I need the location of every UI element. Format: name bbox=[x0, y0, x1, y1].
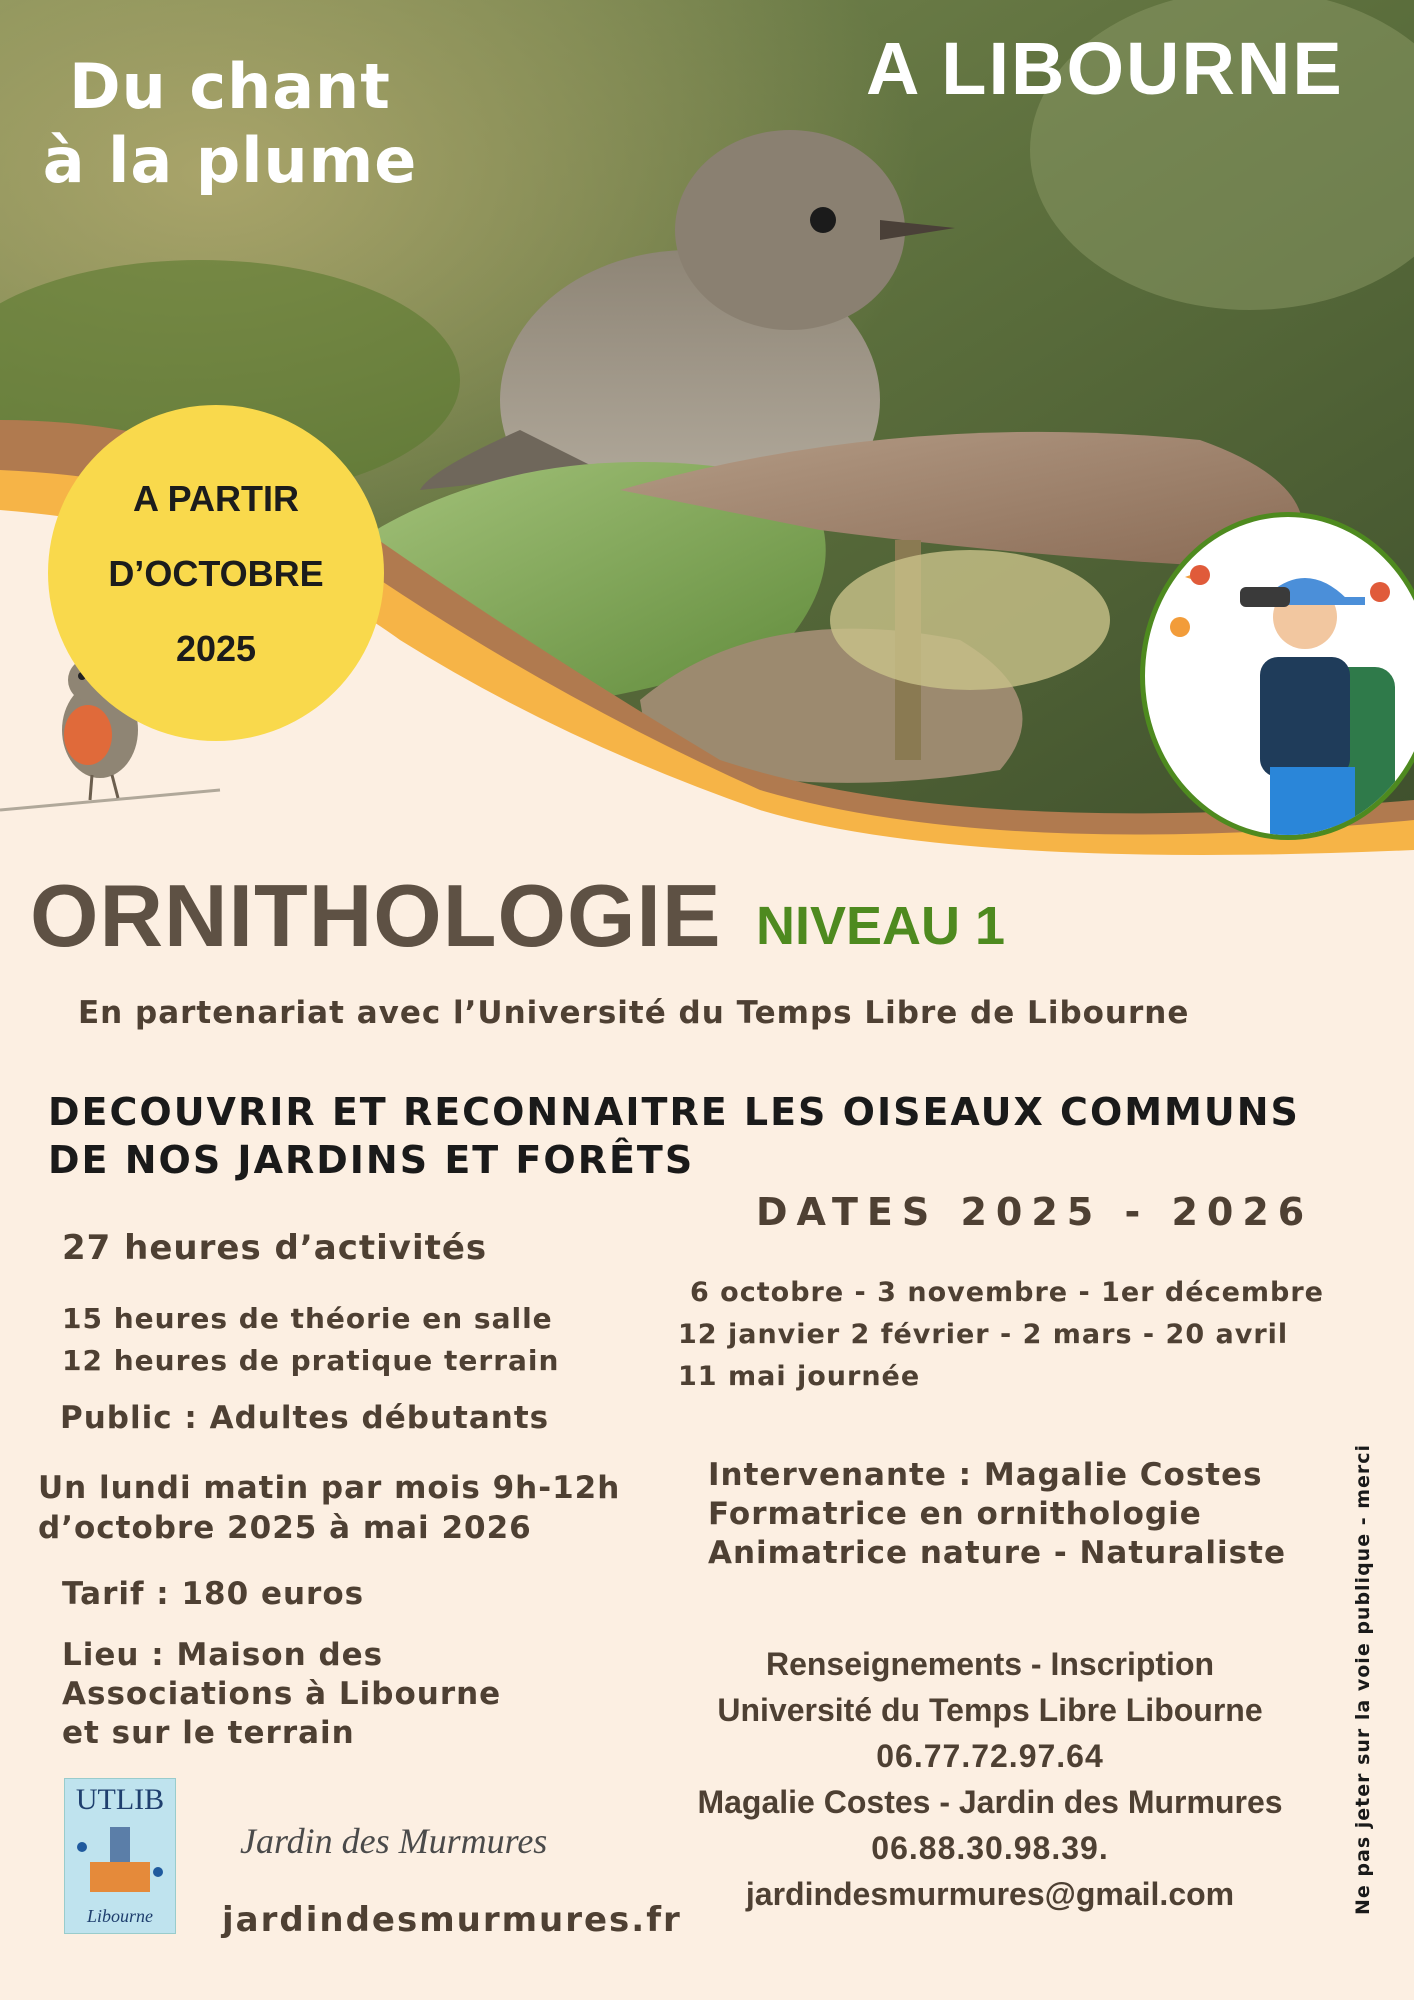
birdwatcher-icon bbox=[1145, 517, 1414, 840]
utlib-building-icon bbox=[70, 1817, 170, 1897]
dates-line3: 11 mai journée bbox=[678, 1361, 921, 1392]
dates-heading: DATES 2025 - 2026 bbox=[756, 1190, 1314, 1234]
badge-line3: 2025 bbox=[175, 627, 257, 669]
headline-line2: DE NOS JARDINS ET FORÊTS bbox=[48, 1138, 695, 1182]
price-text: Tarif : 180 euros bbox=[62, 1576, 365, 1612]
dates-list bbox=[678, 1272, 1324, 1398]
contact-line2: Université du Temps Libre Libourne bbox=[717, 1692, 1263, 1728]
start-date-badge bbox=[48, 405, 384, 741]
place-line3: et sur le terrain bbox=[62, 1715, 355, 1751]
public-text: Public : Adultes débutants bbox=[60, 1400, 550, 1436]
headline-line1: DECOUVRIR ET RECONNAITRE LES OISEAUX COMMUNS bbox=[48, 1090, 1300, 1134]
city-heading: A LIBOURNE bbox=[866, 27, 1344, 110]
hero-title-line2: à la plume bbox=[42, 124, 418, 198]
course-headline bbox=[48, 1088, 1300, 1184]
place-line2: Associations à Libourne bbox=[62, 1676, 502, 1712]
contact-email[interactable]: jardindesmurmures@gmail.com bbox=[745, 1876, 1235, 1912]
contact-line3: Magalie Costes - Jardin des Murmures bbox=[697, 1784, 1283, 1820]
hero-title-line1: Du chant bbox=[69, 50, 391, 123]
hours-breakdown bbox=[62, 1298, 559, 1382]
contact-block bbox=[600, 1641, 1380, 1917]
instructor-line2: Formatrice en ornithologie bbox=[708, 1496, 1202, 1532]
hero-title bbox=[30, 50, 430, 199]
contact-line1: Renseignements - Inscription bbox=[765, 1646, 1215, 1682]
instructor-line3: Animatrice nature - Naturaliste bbox=[708, 1535, 1286, 1571]
utlib-logo bbox=[64, 1778, 176, 1934]
instructor-line1: Intervenante : Magalie Costes bbox=[708, 1457, 1263, 1493]
place-line1: Lieu : Maison des bbox=[62, 1637, 384, 1673]
contact-phone2[interactable]: 06.88.30.98.39. bbox=[871, 1830, 1109, 1866]
badge-line2: D’OCTOBRE bbox=[108, 552, 324, 594]
schedule-text bbox=[38, 1468, 620, 1548]
partnership-text: En partenariat avec l’Université du Temps Libre de Libourne bbox=[78, 995, 1190, 1031]
website-link[interactable]: jardindesmurmures.fr bbox=[222, 1900, 682, 1940]
course-level: NIVEAU 1 bbox=[756, 896, 1006, 956]
dates-line2: 12 janvier 2 février - 2 mars - 20 avril bbox=[678, 1319, 1289, 1350]
place-text bbox=[62, 1636, 501, 1753]
instructor-info bbox=[708, 1456, 1286, 1573]
schedule-line2: d’octobre 2025 à mai 2026 bbox=[38, 1510, 532, 1546]
dates-line1: 6 octobre - 3 novembre - 1er décembre bbox=[690, 1277, 1324, 1308]
schedule-line1: Un lundi matin par mois 9h-12h bbox=[38, 1470, 621, 1506]
hours-total: 27 heures d’activités bbox=[62, 1228, 488, 1268]
course-title: ORNITHOLOGIE bbox=[30, 866, 722, 965]
hours-practice: 12 heures de pratique terrain bbox=[62, 1344, 560, 1377]
jardin-des-murmures-logo: Jardin des Murmures bbox=[240, 1821, 548, 1861]
hours-theory: 15 heures de théorie en salle bbox=[62, 1302, 553, 1335]
badge-line1: A PARTIR bbox=[133, 477, 299, 519]
utlib-logo-city: Libourne bbox=[86, 1906, 153, 1926]
utlib-logo-text: UTLIB bbox=[75, 1783, 165, 1816]
disposal-notice: Ne pas jeter sur la voie publique - merci bbox=[1352, 1443, 1374, 1915]
contact-phone1[interactable]: 06.77.72.97.64 bbox=[876, 1738, 1104, 1774]
